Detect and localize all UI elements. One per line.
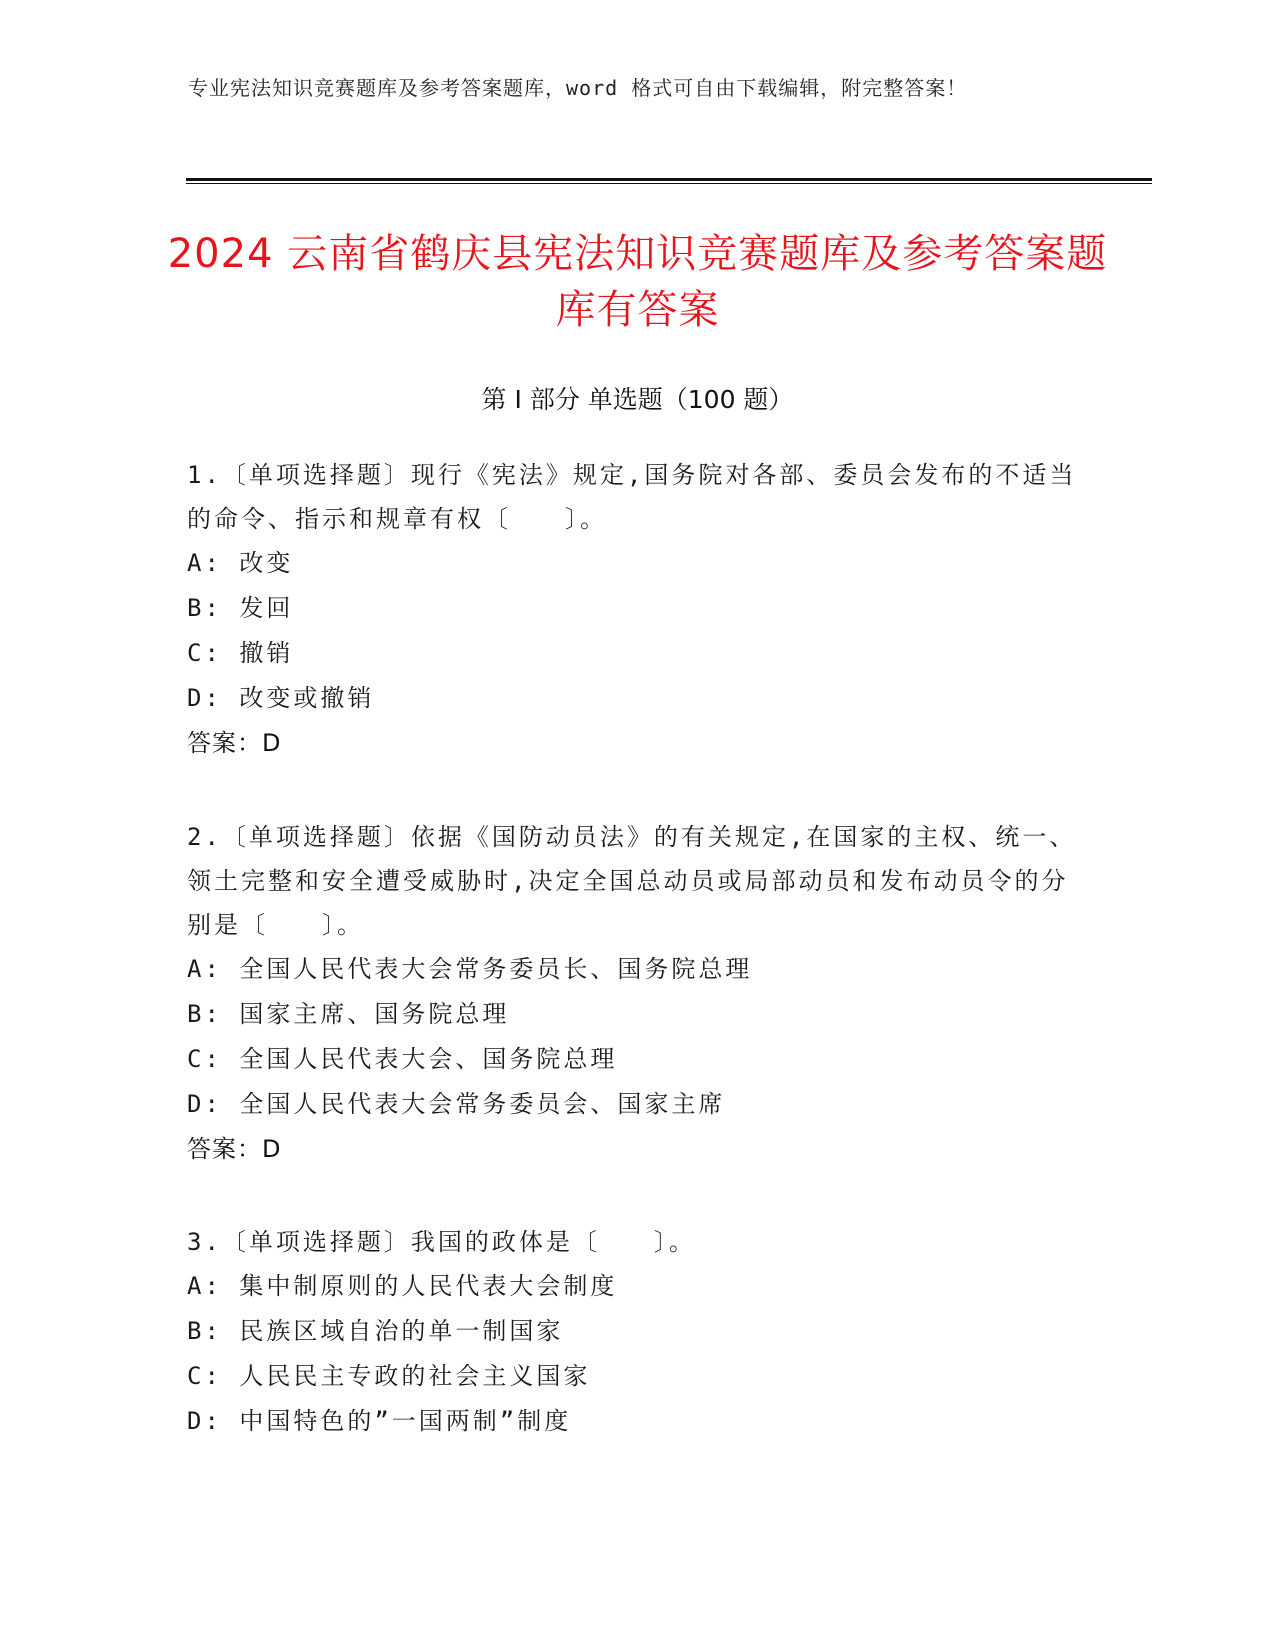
answer-line: 答案：D: [187, 729, 282, 757]
option-c: C: 全国人民代表大会、国务院总理: [187, 1045, 618, 1073]
option-c: C: 撤销: [187, 639, 294, 667]
question-2: [187, 815, 1077, 1172]
question-3: [187, 1220, 1077, 1444]
option-b: B: 国家主席、国务院总理: [187, 1000, 510, 1028]
header-note: 专业宪法知识竞赛题库及参考答案题库，word 格式可自由下载编辑，附完整答案！: [188, 76, 968, 100]
option-d: D: 改变或撤销: [187, 684, 375, 712]
option-c: C: 人民民主专政的社会主义国家: [187, 1362, 591, 1390]
option-a: A: 改变: [187, 549, 294, 577]
option-d: D: 中国特色的”一国两制”制度: [187, 1407, 572, 1435]
option-a: A: 全国人民代表大会常务委员长、国务院总理: [187, 955, 753, 983]
option-a: A: 集中制原则的人民代表大会制度: [187, 1272, 618, 1300]
answer-line: 答案：D: [187, 1135, 282, 1163]
header-divider-thick: [186, 178, 1152, 181]
option-b: B: 民族区域自治的单一制国家: [187, 1317, 564, 1345]
option-d: D: 全国人民代表大会常务委员会、国家主席: [187, 1090, 726, 1118]
header-divider-thin: [186, 183, 1152, 184]
document-title: 2024 云南省鹤庆县宪法知识竞赛题库及参考答案题库有答案: [167, 231, 1108, 333]
question-stem: 3.〔单项选择题〕我国的政体是〔 〕。: [187, 1228, 696, 1256]
question-stem: 2.〔单项选择题〕依据《国防动员法》的有关规定,在国家的主权、统一、领土完整和安全遭受威胁时,决定全国总动员或局部动员和发布动员令的分别是〔 〕。: [187, 823, 1077, 939]
section-heading: 第 I 部分 单选题（100 题）: [481, 385, 794, 414]
option-b: B: 发回: [187, 594, 294, 622]
question-1: [187, 453, 1077, 766]
question-stem: 1.〔单项选择题〕现行《宪法》规定,国务院对各部、委员会发布的不适当的命令、指示和规章有权〔 〕。: [187, 461, 1077, 533]
